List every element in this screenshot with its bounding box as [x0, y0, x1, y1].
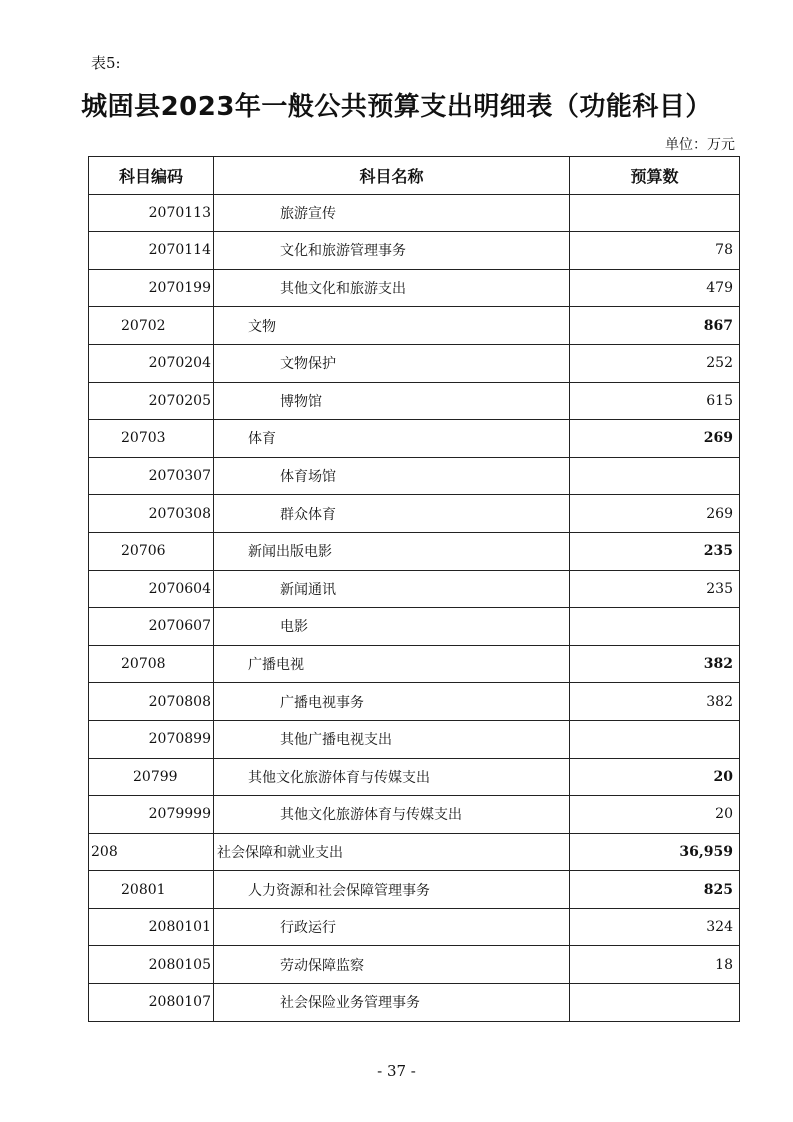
row-code: 20801 — [89, 871, 214, 909]
row-code: 208 — [89, 833, 214, 871]
row-name: 其他文化旅游体育与传媒支出 — [214, 758, 570, 796]
row-value: 382 — [570, 683, 740, 721]
table-row — [89, 344, 740, 382]
table-row — [89, 570, 740, 608]
row-value: 252 — [570, 344, 740, 382]
row-code: 2070607 — [89, 608, 214, 646]
row-name: 行政运行 — [214, 908, 570, 946]
row-code: 2070308 — [89, 495, 214, 533]
table-label: 表5: — [91, 54, 121, 72]
table-row — [89, 683, 740, 721]
row-value: 18 — [570, 946, 740, 984]
row-value: 235 — [570, 532, 740, 570]
row-code: 2070205 — [89, 382, 214, 420]
page-number: - 37 - — [377, 1062, 416, 1080]
row-value: 615 — [570, 382, 740, 420]
row-code: 20703 — [89, 420, 214, 458]
row-code: 2070114 — [89, 232, 214, 270]
table-row — [89, 532, 740, 570]
row-code: 20706 — [89, 532, 214, 570]
table-row — [89, 420, 740, 458]
header-code: 科目编码 — [89, 157, 214, 195]
row-value: 20 — [570, 796, 740, 834]
row-name: 劳动保障监察 — [214, 946, 570, 984]
row-name: 广播电视事务 — [214, 683, 570, 721]
row-value — [570, 720, 740, 758]
row-code: 2070808 — [89, 683, 214, 721]
table-row — [89, 833, 740, 871]
row-value: 269 — [570, 420, 740, 458]
row-code: 20702 — [89, 307, 214, 345]
row-name: 体育场馆 — [214, 457, 570, 495]
table-row — [89, 645, 740, 683]
row-name: 文物保护 — [214, 344, 570, 382]
row-code: 2070307 — [89, 457, 214, 495]
row-name: 电影 — [214, 608, 570, 646]
table-body — [89, 194, 740, 1021]
row-value: 825 — [570, 871, 740, 909]
row-value: 382 — [570, 645, 740, 683]
row-name: 群众体育 — [214, 495, 570, 533]
row-name: 广播电视 — [214, 645, 570, 683]
row-name: 社会保险业务管理事务 — [214, 984, 570, 1022]
row-name: 博物馆 — [214, 382, 570, 420]
row-value: 20 — [570, 758, 740, 796]
table-row — [89, 269, 740, 307]
budget-table — [88, 156, 740, 1022]
row-name: 人力资源和社会保障管理事务 — [214, 871, 570, 909]
row-name: 旅游宣传 — [214, 194, 570, 232]
table-header-row — [89, 157, 740, 195]
row-name: 其他文化旅游体育与传媒支出 — [214, 796, 570, 834]
table-row — [89, 194, 740, 232]
row-code: 2070899 — [89, 720, 214, 758]
row-code: 2080101 — [89, 908, 214, 946]
row-name: 新闻通讯 — [214, 570, 570, 608]
row-code: 2080105 — [89, 946, 214, 984]
row-name: 新闻出版电影 — [214, 532, 570, 570]
row-name: 文物 — [214, 307, 570, 345]
row-code: 20799 — [89, 758, 214, 796]
table-row — [89, 796, 740, 834]
row-value — [570, 457, 740, 495]
row-value: 324 — [570, 908, 740, 946]
row-value: 867 — [570, 307, 740, 345]
header-value: 预算数 — [570, 157, 740, 195]
row-name: 其他文化和旅游支出 — [214, 269, 570, 307]
row-code: 2080107 — [89, 984, 214, 1022]
row-code: 2070204 — [89, 344, 214, 382]
row-code: 2070604 — [89, 570, 214, 608]
row-value: 479 — [570, 269, 740, 307]
row-name: 社会保障和就业支出 — [214, 833, 570, 871]
table-row — [89, 720, 740, 758]
table-row — [89, 232, 740, 270]
row-name: 体育 — [214, 420, 570, 458]
table-row — [89, 908, 740, 946]
table-row — [89, 608, 740, 646]
table-row — [89, 382, 740, 420]
row-value — [570, 194, 740, 232]
row-code: 2079999 — [89, 796, 214, 834]
unit-label: 单位：万元 — [665, 137, 735, 153]
row-value — [570, 608, 740, 646]
row-value: 235 — [570, 570, 740, 608]
table-row — [89, 307, 740, 345]
row-code: 2070113 — [89, 194, 214, 232]
header-name: 科目名称 — [214, 157, 570, 195]
table-row — [89, 871, 740, 909]
row-code: 20708 — [89, 645, 214, 683]
row-value: 269 — [570, 495, 740, 533]
row-value: 78 — [570, 232, 740, 270]
row-name: 其他广播电视支出 — [214, 720, 570, 758]
table-row — [89, 984, 740, 1022]
row-name: 文化和旅游管理事务 — [214, 232, 570, 270]
row-value: 36,959 — [570, 833, 740, 871]
table-row — [89, 457, 740, 495]
table-row — [89, 758, 740, 796]
row-value — [570, 984, 740, 1022]
table-row — [89, 946, 740, 984]
page-title: 城固县2023年一般公共预算支出明细表（功能科目） — [81, 92, 712, 122]
table-row — [89, 495, 740, 533]
row-code: 2070199 — [89, 269, 214, 307]
